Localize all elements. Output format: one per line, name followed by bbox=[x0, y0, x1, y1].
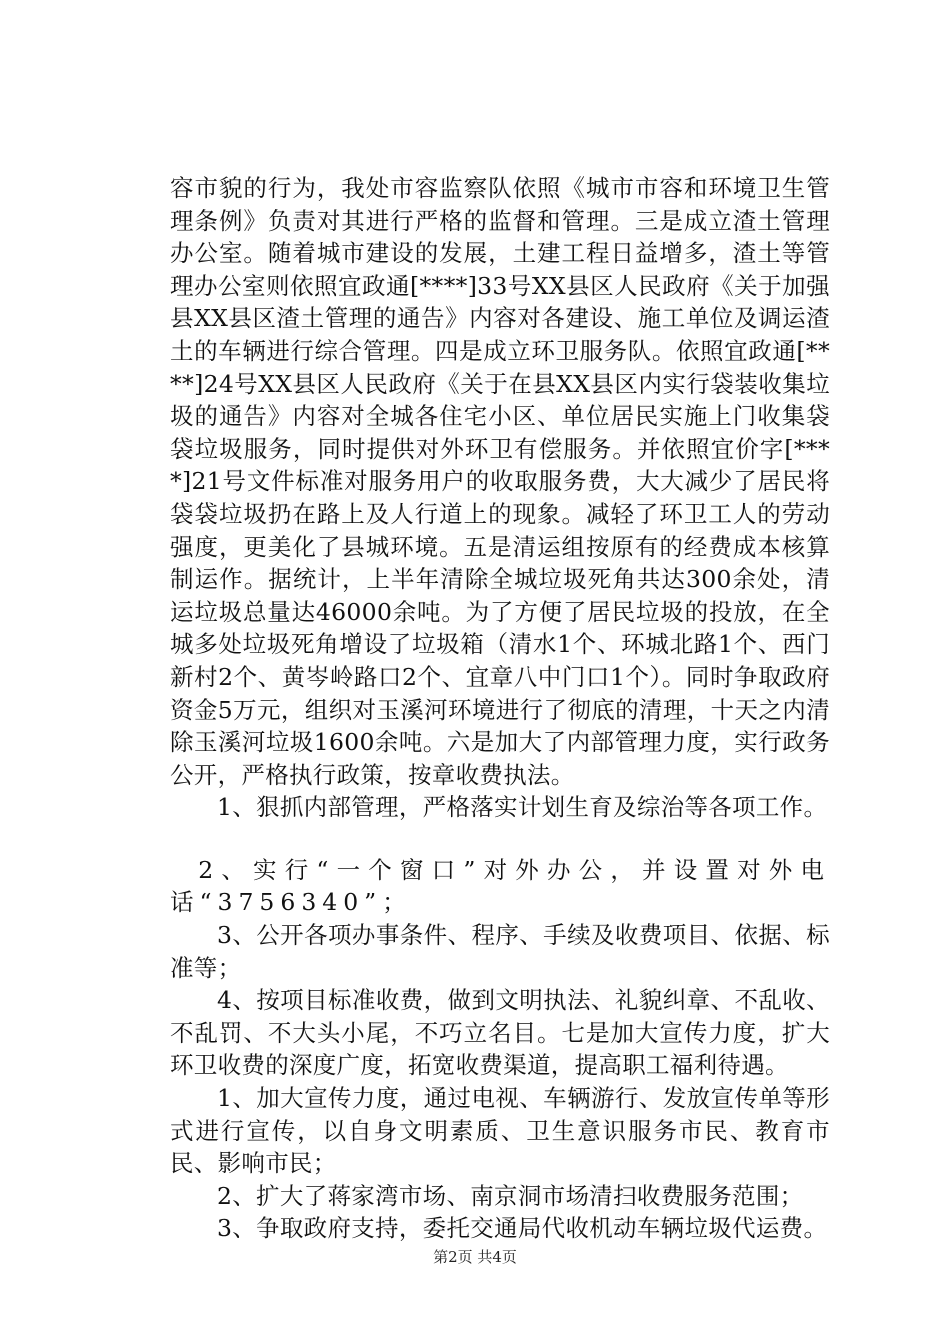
paragraph-item-3: 3、公开各项办事条件、程序、手续及收费项目、依据、标准等； bbox=[170, 921, 830, 982]
paragraph-main: 容市貌的行为，我处市容监察队依照《城市市容和环境卫生管理条例》负责对其进行严格的监督和管理。三是成立渣土管理办公室。随着城市建设的发展，土建工程日益增多，渣土等管理办公室则依照宜政通[****]33号XX县区人民政府《关于加强县XX县区渣土管理的通告》内容对各建设、施工单位及调运渣土的车辆进行综合管理。四是成立环卫服务队。依照宜政通[****]24号XX县区人民政府《关于在县XX县区内实行袋装收集垃圾的通告》内容对全城各住宅小区、单位居民实施上门收集袋袋垃圾服务，同时提供对外环卫有偿服务。并依照宜价字[****]21号文件标准对服务用户的收取服务费，大大减少了居民将袋袋垃圾扔在路上及人行道上的现象。减轻了环卫工人的劳动强度，更美化了县城环境。五是清运组按原有的经费成本核算制运作。据统计，上半年清除全城垃圾死角共达300余处，清运垃圾总量达46000余吨。为了方便了居民垃圾的投放，在全城多处垃圾死角增设了垃圾箱（清水1个、环城北路1个、西门新村2个、黄岑岭路口2个、宜章八中门口1个）。同时争取政府资金5万元，组织对玉溪河环境进行了彻底的清理，十天之内清除玉溪河垃圾1600余吨。六是加大了内部管理力度，实行政务公开，严格执行政策，按章收费执法。 bbox=[170, 174, 830, 789]
paragraph-item-2: 2、实行“一个窗口”对外办公，并设置对外电话“3756340”； bbox=[170, 855, 830, 917]
paragraph-publicity-3: 3、争取政府支持，委托交通局代收机动车辆垃圾代运费。 bbox=[217, 1214, 828, 1243]
document-body bbox=[170, 172, 830, 1245]
paragraph-publicity-2: 2、扩大了蒋家湾市场、南京洞市场清扫收费服务范围； bbox=[217, 1181, 804, 1210]
paragraph-item-1: 1、狠抓内部管理，严格落实计划生育及综治等各项工作。 bbox=[217, 793, 828, 822]
paragraph-item-4: 4、按项目标准收费，做到文明执法、礼貌纠章、不乱收、不乱罚、不大头小尾，不巧立名目。七是加大宣传力度，扩大环卫收费的深度广度，拓宽收费渠道，提高职工福利待遇。 bbox=[170, 986, 830, 1080]
paragraph-publicity-1: 1、加大宣传力度，通过电视、车辆游行、发放宣传单等形式进行宣传，以自身文明素质、卫生意识服务市民、教育市民、影响市民； bbox=[170, 1084, 830, 1178]
page-number-footer: 第2页 共4页 bbox=[433, 1248, 517, 1266]
